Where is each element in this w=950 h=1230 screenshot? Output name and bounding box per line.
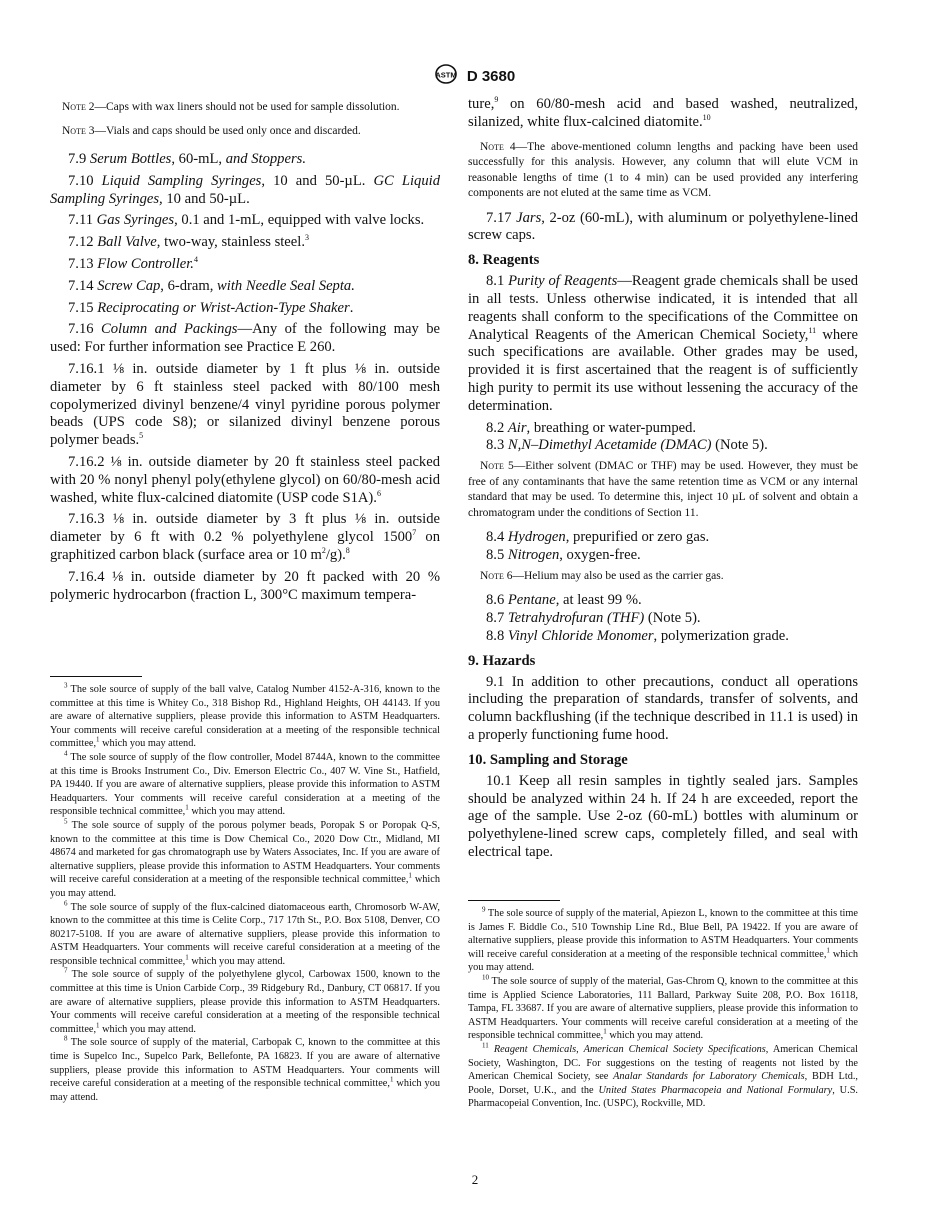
para-7-12: 7.12 Ball Valve, two-way, stainless steel.$^3$ bbox=[68, 233, 309, 251]
para-7-16-4: 7.16.4 ⅛ in. outside diameter by 20 ft packed with 20 % polymeric hydrocarbon (fraction L, 300°C maximum tempera- bbox=[50, 568, 440, 603]
para-8-1: 8.1 Purity of Reagents—Reagent grade chemicals shall be used in all tests. Unless otherwise indicated, it is intended that all reagents shall conform to the specifications of the Committee on Analytical Reagents of the American Chemical Society,$^{11}$ where such specifications are available. Other grades may be used, provided it is first ascertained that the reagent is of sufficiently high purity to permit its use without lessening the accuracy of the determination. bbox=[468, 273, 859, 414]
section-8-heading: 8. Reagents bbox=[468, 252, 540, 269]
footnote-10: $^{10}$ The sole source of supply of the material, Gas-Chrom Q, known to the committee at this time is Applied Science Laboratories, 111 Ballard, Parkway Suite 208, P.O. Box 16118, Tampa, FL 33687. If you are aware of alternative suppliers, please provide this information to ASTM Headquarters. Your comments will receive careful consideration at a meeting of the responsible technical committee,$^1$ which you may attend. bbox=[468, 973, 858, 1042]
page-number: 2 bbox=[471, 1172, 479, 1187]
footnote-5: $^5$ The sole source of supply of the porous polymer beads, Poropak S or Poropak Q-S, known to the committee at this time is Dow Chemical Co., 2020 Dow Ctr., Midland, MI 48674 and marketed for gas chromatograph use by Waters Associates, Inc. If you are aware of alternative suppliers, please provide this information to ASTM Headquarters. Your comments will receive careful consideration at a meeting of the responsible technical committee,$^1$ which you may attend. bbox=[50, 817, 440, 899]
para-7-13: 7.13 Flow Controller.$^4$ bbox=[68, 255, 198, 272]
para-7-16-1: 7.16.1 ⅛ in. outside diameter by 1 ft plus ⅛ in. outside diameter by 6 ft stainless steel packed with 80/100 mesh copolymerized divinyl benzene/4 vinyl pyridine porous polymer beads (UPS code S8); or silanized divinyl benzene porous polymer beads.$^5$ bbox=[50, 360, 440, 449]
para-7-16-3: 7.16.3 ⅛ in. outside diameter by 3 ft plus ⅛ in. outside diameter by 6 ft with 0.2 % polyethylene glycol 1500$^7$ on graphitized carbon black (surface area or 10 $m^2/g).^8$ bbox=[50, 511, 440, 563]
para-7-15: 7.15 Reciprocating or Wrist-Action-Type Shaker. bbox=[68, 299, 354, 316]
footnote-3: $^3$ The sole source of supply of the ball valve, Catalog Number 4152-A-316, known to the committee at this time is Whitey Co., 318 Bishop Rd., Highland Heights, OH 44143. If you are aware of alternative suppliers, please provide this information to ASTM Headquarters. Your comments will receive careful consideration at a meeting of the responsible technical committee,$^1$ which you may attend. bbox=[50, 681, 440, 750]
footnote-4: $^4$ The sole source of supply of the flow controller, Model 8744A, known to the committee at this time is Brooks Instrument Co., Div. Emerson Electric Co., 407 W. Vine St., Hatfield, PA 19440. If you are aware of alternative suppliers, please provide this information to ASTM Headquarters. Your comments will receive careful consideration at a meeting of the responsible technical committee,$^1$ which you may attend. bbox=[50, 749, 440, 818]
footnote-8: $^8$ The sole source of supply of the material, Carbopak C, known to the committee at this time is Supelco Inc., Supelco Park, Bellefonte, PA 16823. If you are aware of alternative suppliers, please provide this information to ASTM Headquarters. Your comments will receive careful consideration at a meeting of the responsible technical committee,$^1$ which you may attend. bbox=[50, 1035, 440, 1103]
para-7-10: 7.10 Liquid Sampling Syringes, 10 and 50-µL. GC Liquid Sampling Syringes, 10 and 50-µL. bbox=[50, 172, 440, 207]
left-column bbox=[50, 96, 440, 608]
para-10-1: 10.1 Keep all resin samples in tightly sealed jars. Samples should be analyzed within 24 h. If 24 h are exceeded, report the age of the sample. Use 2-oz (60-mL) bottles with aluminum or polyethylene-lined screw caps, completely filled, and seal with electrical tape. bbox=[468, 772, 858, 861]
section-9-heading: 9. Hazards bbox=[468, 652, 536, 669]
footnote-11: $^{11}$ Reagent Chemicals, American Chemical Society Specifications, American Chemical Society, Washington, DC. For suggestions on the testing of reagents not listed by the American Chemical Society, see Analar Standards for Laboratory Chemicals, BDH Ltd., Poole, Dorset, U.K., and the United States Pharmacopeia and National Formulary, U.S. Pharmacopeial Convention, Inc. (USPC), Rockville, MD. bbox=[468, 1041, 859, 1110]
note-6: Note 6—Helium may also be used as the carrier gas. bbox=[480, 569, 724, 582]
note-5: Note 5—Either solvent (DMAC or THF) may be used. However, they must be free of any contaminants that have the same retention time as VCM or any internal standard that may be used. To determine this, inject 10 µL of solvent and obtain a chromatogram under the conditions of Section 11. bbox=[468, 460, 858, 519]
para-8-4: 8.4 Hydrogen, prepurified or zero gas. bbox=[486, 529, 710, 546]
para-7-9: 7.9 Serum Bottles, 60-mL, and Stoppers. bbox=[68, 151, 306, 167]
note-4: Note 4—The above-mentioned column lengths and packing have been used successfully for this analysis. However, any column that will elute VCM in reasonable lengths of time (1 to 4 min) can be used provided any interfering components are not eluted at the same time as VCM. bbox=[468, 140, 858, 200]
note-2: Note 2—Caps with wax liners should not be used for sample dissolution. bbox=[62, 101, 400, 113]
document-number: D 3680 bbox=[466, 68, 516, 85]
para-8-2: 8.2 Air, breathing or water-pumped. bbox=[486, 419, 697, 436]
left-footnotes bbox=[50, 676, 440, 1104]
para-7-16: 7.16 Column and Packings—Any of the following may be used: For further information see Practice E 260. bbox=[50, 321, 441, 356]
section-10-heading: 10. Sampling and Storage bbox=[468, 751, 628, 768]
right-footnotes bbox=[468, 900, 858, 1111]
para-8-3: 8.3 N,N–Dimethyl Acetamide (DMAC) (Note 5). bbox=[486, 437, 768, 454]
para-8-5: 8.5 Nitrogen, oxygen-free. bbox=[486, 546, 641, 563]
para-7-16-2: 7.16.2 ⅛ in. outside diameter by 20 ft stainless steel packed with 20 % nonyl phenyl poly(ethylene glycol) on 60/80-mesh acid washed, white flux-calcined diatomite (USP code S1A).$^6$ bbox=[50, 453, 440, 506]
para-9-1: 9.1 In addition to other precautions, conduct all operations including the preparation of standards, transfer of solvents, and column backflushing (if the technique described in 11.1 is used) in a properly functioning fume hood. bbox=[468, 673, 858, 744]
para-8-6: 8.6 Pentane, at least 99 %. bbox=[486, 592, 642, 609]
note-3: Note 3—Vials and caps should be used only once and discarded. bbox=[62, 124, 361, 137]
footnote-rule bbox=[50, 676, 142, 677]
footnote-9: $^9$ The sole source of supply of the material, Apiezon L, known to the committee at this time is James F. Biddle Co., 510 Township Line Rd., Blue Bell, PA 19422. If you are aware of alternative suppliers, please provide this information to ASTM Headquarters. Your comments will receive careful consideration at a meeting of the responsible technical committee,$^1$ which you may attend. bbox=[468, 905, 858, 974]
footnote-rule bbox=[468, 900, 560, 901]
para-7-17: 7.17 Jars, 2-oz (60-mL), with aluminum or polyethylene-lined screw caps. bbox=[468, 209, 858, 244]
para-8-8: 8.8 Vinyl Chloride Monomer, polymerization grade. bbox=[486, 627, 789, 644]
svg-text:ASTM: ASTM bbox=[435, 70, 457, 80]
footnote-6: $^6$ The sole source of supply of the flux-calcined diatomaceous earth, Chromosorb W-AW, known to the committee at this time is Celite Corp., 717 17th St., P.O. Box 5108, Denver, CO 80217-5108. If you are aware of alternative suppliers, please provide this information to ASTM Headquarters. Your comments will receive careful consideration at a meeting of the responsible technical committee,$^1$ which you may attend. bbox=[50, 899, 440, 967]
para-7-11: 7.11 Gas Syringes, 0.1 and 1-mL, equipped with valve locks. bbox=[68, 212, 425, 229]
footnote-7: $^7$ The sole source of supply of the polyethylene glycol, Carbowax 1500, known to the committee at this time is Union Carbide Corp., 39 Ridgebury Rd., Danbury, CT 06817. If you are aware of alternative suppliers, please provide this information to ASTM Headquarters. Your comments will receive careful consideration at a meeting of the responsible technical committee,$^1$ which you may attend. bbox=[50, 967, 440, 1035]
para-7-14: 7.14 Screw Cap, 6-dram, with Needle Seal Septa. bbox=[68, 277, 355, 294]
astm-logo-icon bbox=[435, 64, 457, 89]
page-header bbox=[0, 64, 950, 89]
right-column bbox=[468, 96, 858, 866]
para-7-16-4-continued: ture,$^9$ on 60/80-mesh acid and based washed, neutralized, silanized, white flux-calcined diatomite.$^{10}$ bbox=[468, 95, 858, 130]
para-8-7: 8.7 Tetrahydrofuran (THF) (Note 5). bbox=[486, 610, 701, 627]
